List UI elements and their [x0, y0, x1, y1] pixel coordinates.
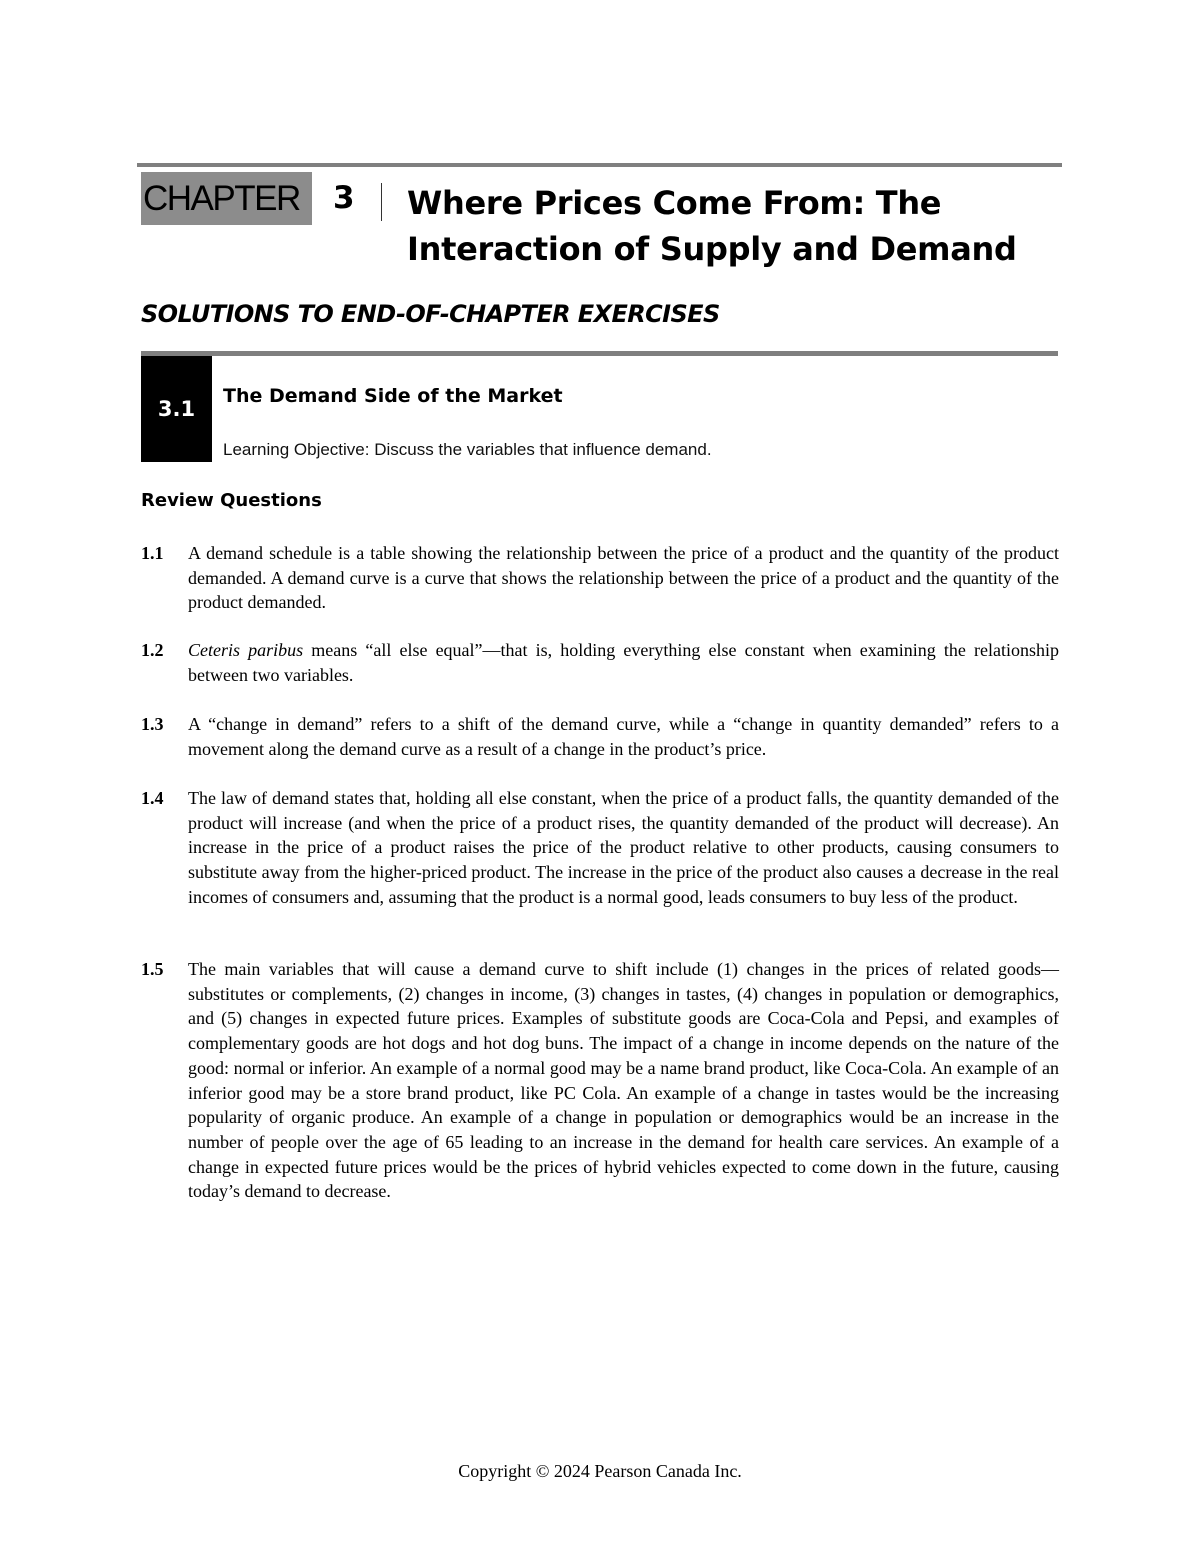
- chapter-title: [407, 180, 1057, 272]
- answer-item: [141, 541, 1059, 615]
- answer-item: [141, 712, 1059, 761]
- section-title: The Demand Side of the Market: [223, 385, 563, 407]
- answer-number: 1.2: [141, 640, 164, 660]
- answer-italic-term: Ceteris paribus: [188, 640, 304, 660]
- answer-item: [141, 786, 1059, 910]
- section-number-badge: 3.1: [141, 356, 212, 462]
- chapter-title-line-2: Interaction of Supply and Demand: [407, 230, 1017, 268]
- answer-text: [188, 638, 1059, 687]
- answer-text-body: means “all else equal”—that is, holding everything else constant when examining the relationship between two variables.: [188, 640, 1059, 685]
- answer-number: 1.4: [141, 788, 164, 808]
- answer-text: A demand schedule is a table showing the relationship between the price of a product and the quantity of the product demanded. A demand curve is a curve that shows the relationship between the price of a product and the quantity of the product demanded.: [188, 543, 1059, 613]
- answer-text: A “change in demand” refers to a shift of the demand curve, while a “change in quantity demanded” refers to a movement along the demand curve as a result of a change in the product’s price.: [188, 714, 1059, 759]
- review-questions-heading: Review Questions: [141, 490, 322, 511]
- header-top-rule: [137, 163, 1062, 167]
- copyright-footer: Copyright © 2024 Pearson Canada Inc.: [458, 1461, 742, 1481]
- chapter-number: 3: [333, 180, 355, 216]
- answer-item: [141, 957, 1059, 1204]
- answer-number: 1.3: [141, 714, 164, 734]
- answer-number: 1.5: [141, 959, 164, 979]
- solutions-heading: SOLUTIONS TO END-OF-CHAPTER EXERCISES: [141, 300, 720, 328]
- learning-objective: Learning Objective: Discuss the variables that influence demand.: [223, 440, 712, 459]
- answer-text: The main variables that will cause a demand curve to shift include (1) changes in the prices of related goods—substitutes or complements, (2) changes in income, (3) changes in tastes, (4) changes in population or demographics, and (5) changes in expected future prices. Examples of substitute goods are Coca-Cola and Pepsi, and examples of complementary goods are hot dogs and hot dog buns. The impact of a change in income depends on the nature of the good: normal or inferior. An example of a normal good may be a name brand product, like Coca-Cola. An example of an inferior good may be a store brand product, like PC Cola. An example of a change in tastes would be the increasing popularity of organic produce. An example of a change in population or demographics would be an increase in the number of people over the age of 65 leading to an increase in the demand for health care services. An example of a change in expected future prices would be the prices of hybrid vehicles expected to come down in the future, causing today’s demand to decrease.: [188, 959, 1059, 1202]
- answer-number: 1.1: [141, 543, 164, 563]
- section-rule: [141, 351, 1058, 356]
- chapter-separator: [381, 183, 382, 221]
- answer-item: [141, 638, 1059, 687]
- chapter-label: CHAPTER: [141, 172, 312, 225]
- chapter-title-line-1: Where Prices Come From: The: [407, 184, 942, 222]
- answer-text: The law of demand states that, holding all else constant, when the price of a product falls, the quantity demanded of the product will increase (and when the price of a product rises, the quantity demanded of the product will decrease). An increase in the price of a product raises the price of the product relative to other products, causing consumers to substitute away from the higher-priced product. The increase in the price of the product also causes a decrease in the real incomes of consumers and, assuming that the product is a normal good, leads consumers to buy less of the product.: [188, 788, 1059, 907]
